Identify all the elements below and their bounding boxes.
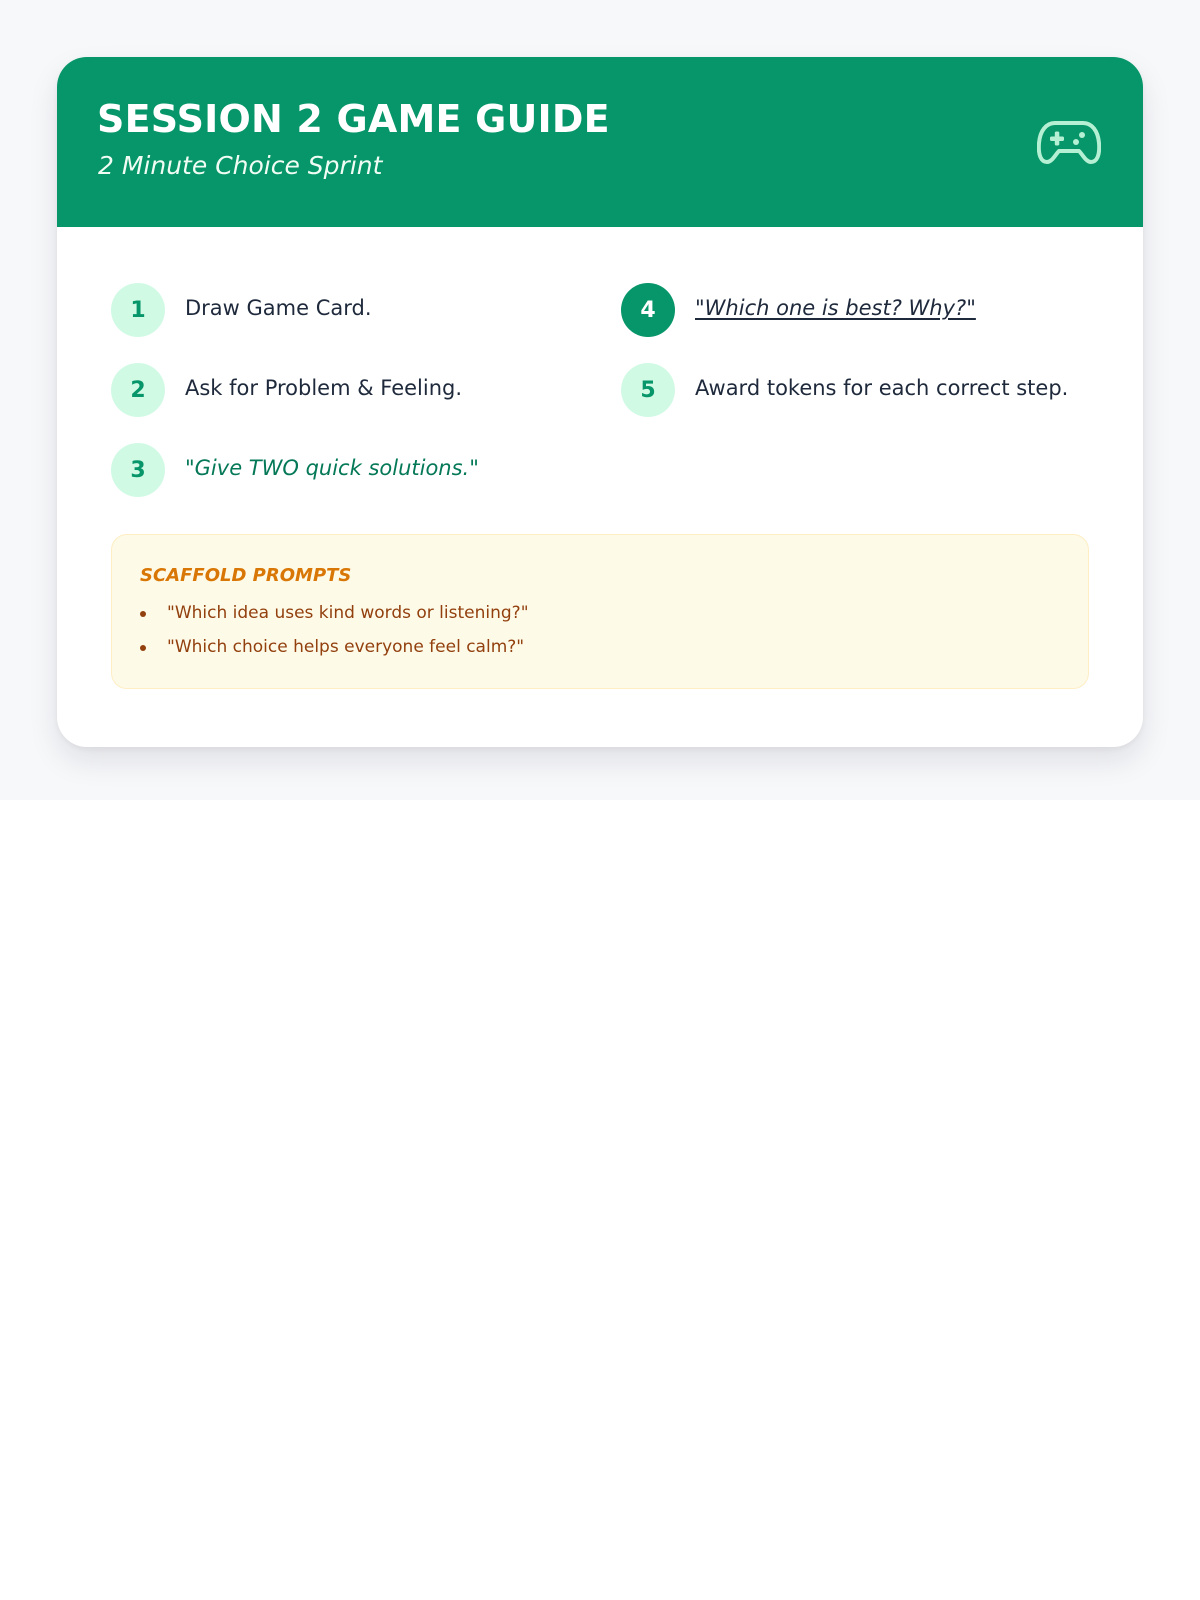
- scaffold-title: SCAFFOLD PROMPTS: [140, 565, 352, 586]
- steps-list: [57, 227, 1143, 557]
- scaffold-prompts-box: [111, 534, 1089, 689]
- page-subtitle: 2 Minute Choice Sprint: [98, 151, 383, 180]
- step-5-text: Award tokens for each correct step.: [695, 376, 1069, 400]
- step-5-badge: 5: [621, 363, 675, 417]
- step-4-text: "Which one is best? Why?": [695, 296, 976, 320]
- step-1-badge: 1: [111, 283, 165, 337]
- game-guide-card: [57, 57, 1143, 747]
- step-2-text: Ask for Problem & Feeling.: [185, 376, 463, 400]
- bullet-icon: [140, 611, 146, 617]
- scaffold-prompt-2-text: "Which choice helps everyone feel calm?": [167, 637, 525, 657]
- gamepad-icon: [1037, 117, 1101, 167]
- step-3-badge: 3: [111, 443, 165, 497]
- step-4-badge: 4: [621, 283, 675, 337]
- step-3-text: "Give TWO quick solutions.": [185, 456, 479, 480]
- scaffold-prompt-1-text: "Which idea uses kind words or listening?": [167, 603, 529, 623]
- card-header: [57, 57, 1143, 227]
- step-1-text: Draw Game Card.: [185, 296, 372, 320]
- step-2-badge: 2: [111, 363, 165, 417]
- page-title: SESSION 2 GAME GUIDE: [97, 97, 610, 141]
- bullet-icon: [140, 645, 146, 651]
